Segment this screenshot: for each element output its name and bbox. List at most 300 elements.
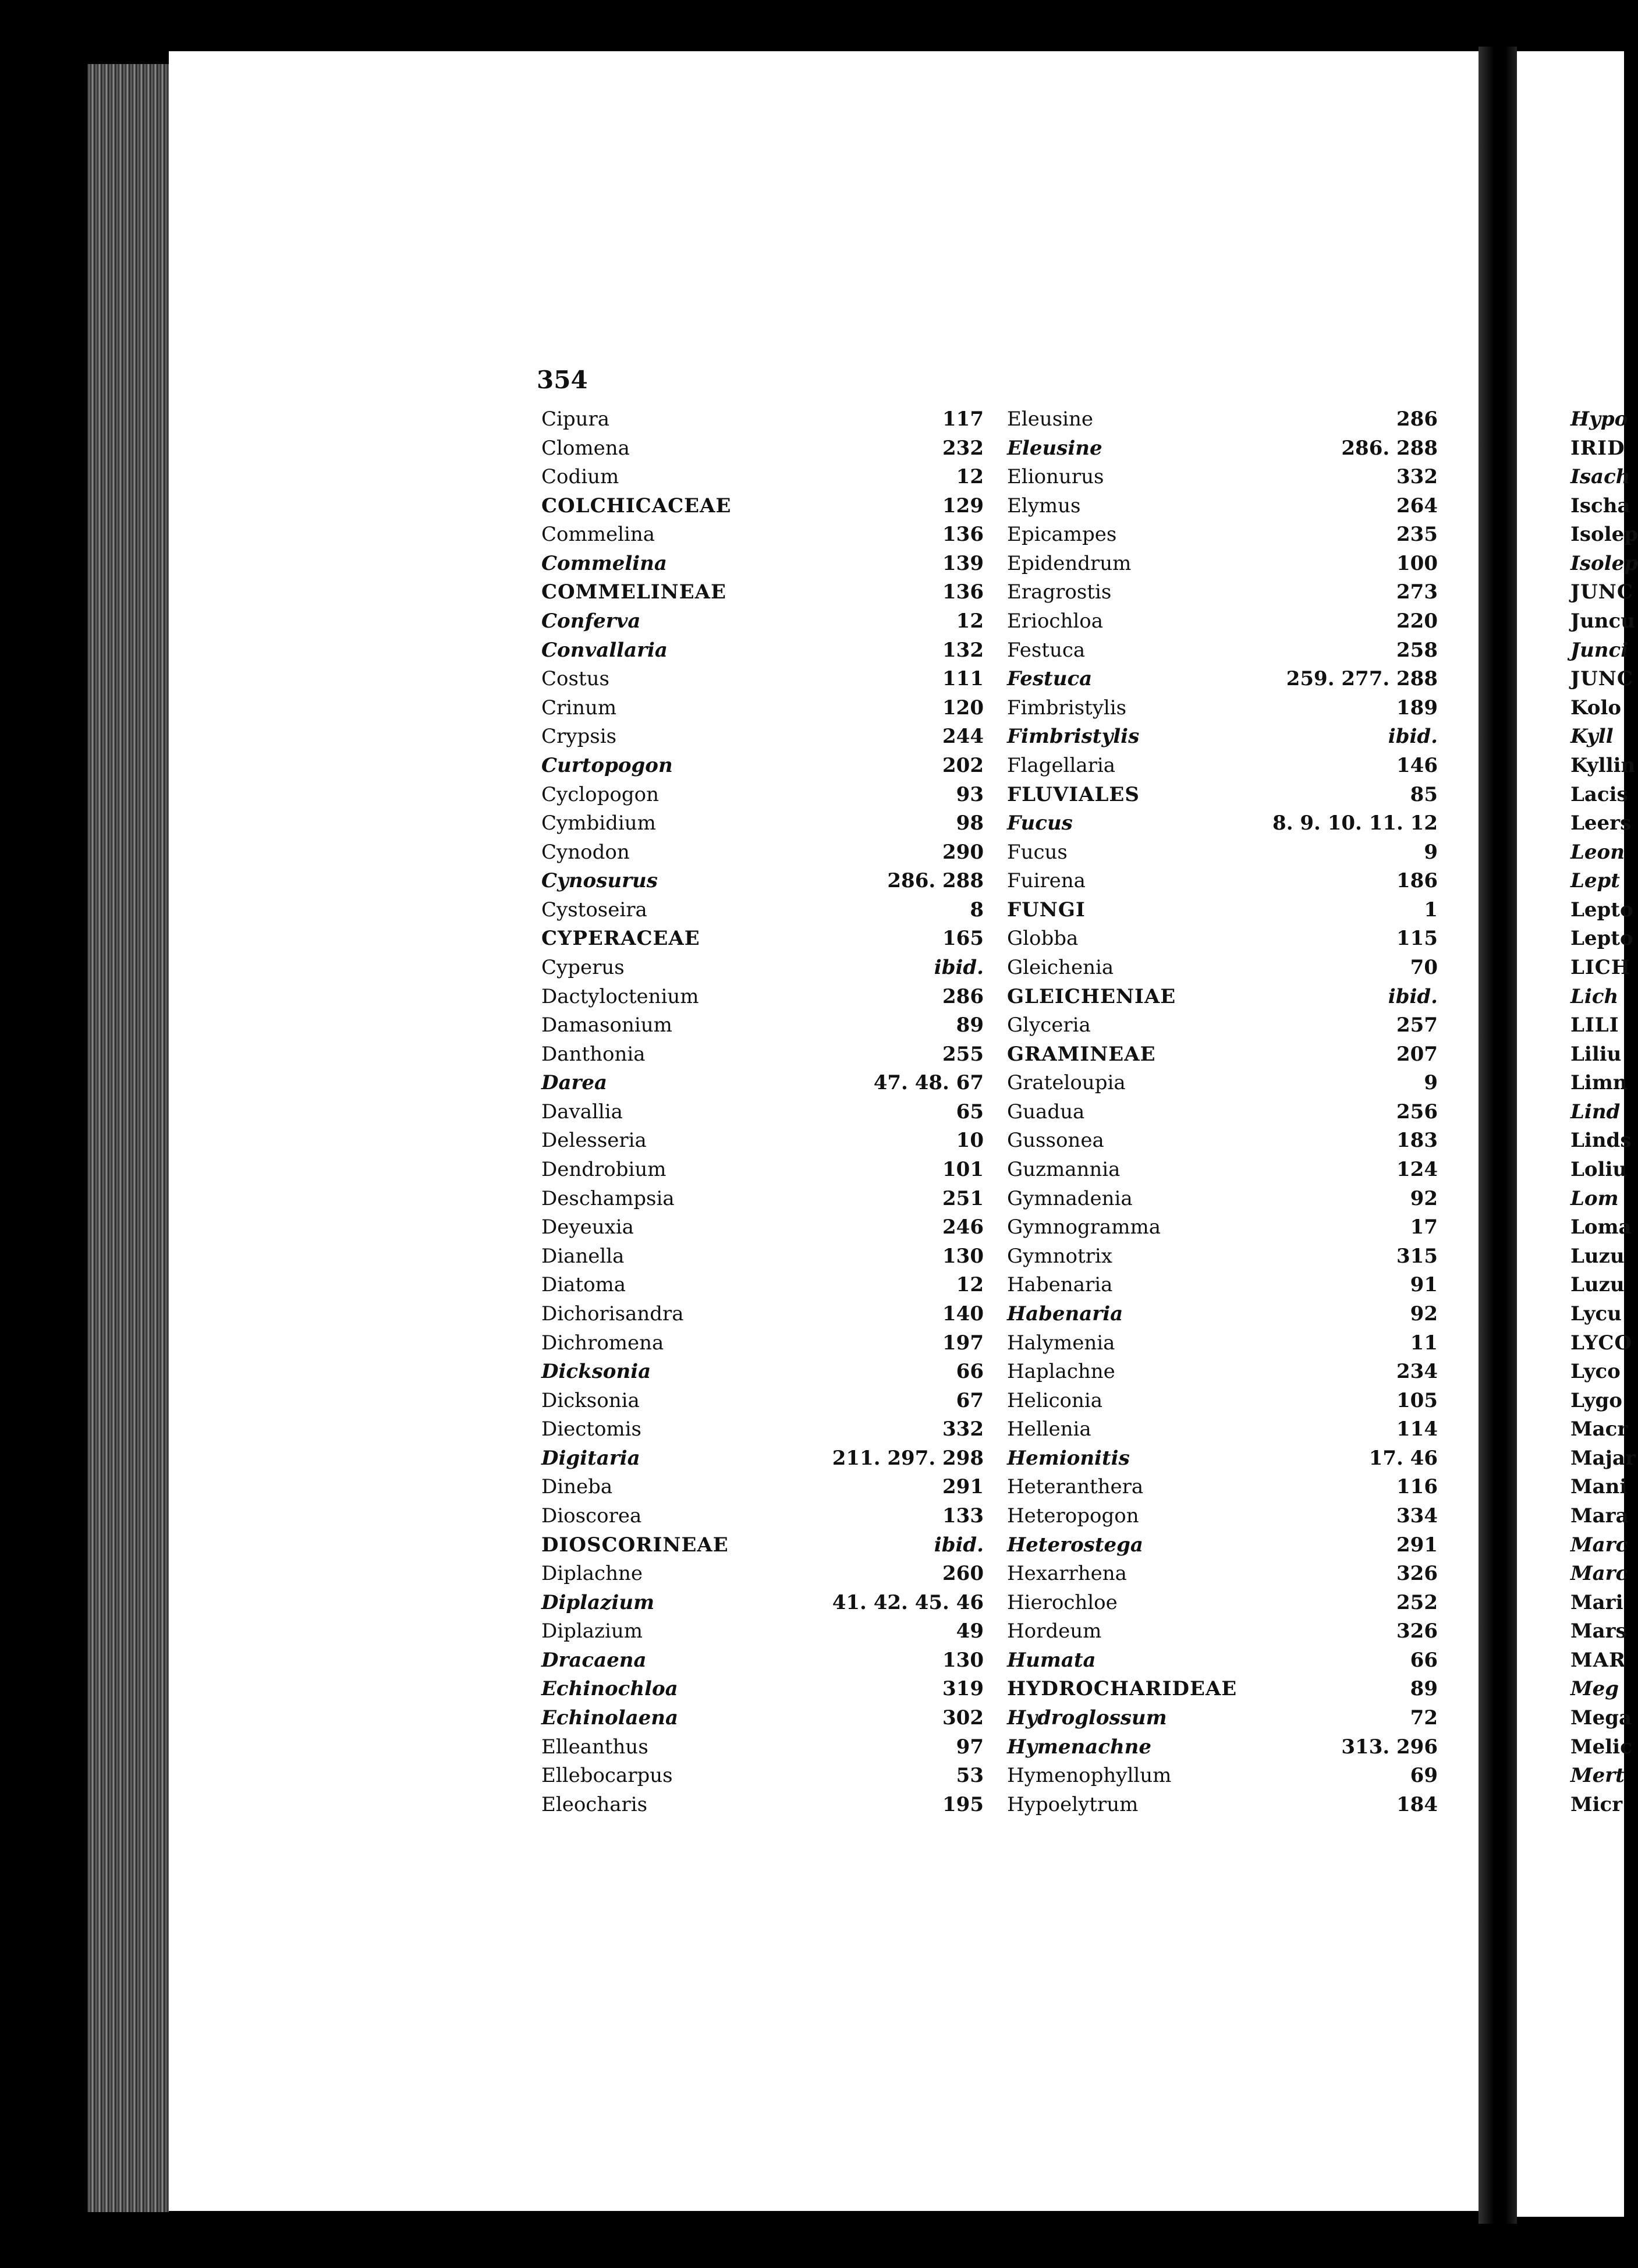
index-term: FUNGI — [1007, 898, 1086, 922]
index-term: Eragrostis — [1007, 580, 1112, 604]
index-entry — [1570, 955, 1630, 979]
index-term: Cyclopogon — [541, 782, 659, 806]
index-entry — [1570, 407, 1628, 431]
index-entry — [541, 696, 984, 720]
index-term: Hierochloe — [1007, 1590, 1118, 1614]
index-term: Meg — [1570, 1677, 1619, 1701]
index-term: Fimbristylis — [1007, 725, 1140, 749]
page-reference: 332 — [942, 1418, 984, 1441]
index-term: Crypsis — [541, 725, 617, 749]
index-entry — [1007, 1129, 1438, 1152]
index-term: Grateloupia — [1007, 1071, 1126, 1095]
index-term: Globba — [1007, 927, 1079, 951]
index-term: Haplachne — [1007, 1360, 1115, 1384]
page-reference: 252 — [1396, 1590, 1438, 1614]
index-entry — [541, 1245, 984, 1268]
index-entry — [1570, 1504, 1629, 1528]
index-term: Kyllin — [1570, 753, 1636, 777]
page-reference: 41. 42. 45. 46 — [832, 1590, 984, 1614]
index-term: Mani — [1570, 1475, 1628, 1499]
index-column-3-clipped — [1570, 407, 1638, 1816]
index-term: Humata — [1007, 1648, 1096, 1672]
index-term: Curtopogon — [541, 753, 673, 777]
index-entry — [1570, 1533, 1628, 1557]
index-term: Lacis — [1570, 782, 1628, 806]
page-reference: 105 — [1396, 1388, 1438, 1412]
index-entry — [541, 725, 984, 748]
index-entry — [541, 1100, 984, 1124]
index-entry — [1007, 1562, 1438, 1585]
index-entry — [541, 1562, 984, 1585]
index-entry — [1570, 811, 1632, 835]
page-number: 354 — [537, 366, 588, 394]
index-entry — [1007, 437, 1438, 460]
page-reference: 12 — [956, 1273, 984, 1297]
page-reference: 92 — [1410, 1186, 1438, 1210]
index-term: Lepto — [1570, 898, 1633, 922]
page-reference: 92 — [1410, 1302, 1438, 1326]
index-term: Halymenia — [1007, 1331, 1115, 1355]
page-reference: 12 — [956, 609, 984, 633]
index-term: Linds — [1570, 1129, 1632, 1153]
index-entry — [1007, 1706, 1438, 1730]
page-reference: 69 — [1410, 1764, 1438, 1788]
index-entry — [541, 841, 984, 864]
index-entry — [1007, 869, 1438, 892]
index-entry — [1007, 783, 1438, 806]
index-entry — [1570, 1071, 1628, 1095]
page-reference: 244 — [942, 725, 984, 749]
index-term: JUNC — [1570, 667, 1633, 691]
page-reference: 257 — [1396, 1013, 1438, 1037]
page-reference: 100 — [1396, 551, 1438, 575]
index-entry — [1570, 1620, 1627, 1643]
index-term: Hexarrhena — [1007, 1562, 1127, 1586]
index-term: Heteropogon — [1007, 1504, 1139, 1528]
page-reference: 286 — [942, 984, 984, 1008]
index-entry — [1007, 523, 1438, 546]
index-term: Festuca — [1007, 638, 1086, 662]
index-entry — [1007, 1418, 1438, 1441]
index-term: Dianella — [541, 1244, 625, 1268]
index-term: Echinochloa — [541, 1677, 678, 1701]
index-entry — [1570, 1273, 1624, 1296]
index-term: Leers — [1570, 811, 1632, 835]
index-entry — [1570, 551, 1638, 575]
index-entry — [541, 1735, 984, 1759]
index-term: Diplazium — [541, 1620, 643, 1643]
index-term: Eleusine — [1007, 407, 1094, 431]
page-reference: 326 — [1396, 1562, 1438, 1586]
index-term: Delesseria — [541, 1129, 647, 1153]
page-reference: 195 — [942, 1792, 984, 1816]
index-entry — [541, 985, 984, 1008]
page-reference: 101 — [942, 1158, 984, 1182]
index-term: Gymnogramma — [1007, 1215, 1161, 1239]
index-term: JUNC — [1570, 580, 1633, 604]
index-entry — [1570, 869, 1624, 892]
index-term: Cynosurus — [541, 869, 658, 893]
index-entry — [541, 754, 984, 777]
index-term: Dicksonia — [541, 1388, 640, 1412]
index-term: Lygo — [1570, 1388, 1622, 1412]
index-entry — [1570, 1043, 1624, 1066]
index-entry — [1570, 1793, 1624, 1816]
page-reference: 49 — [956, 1620, 984, 1643]
index-term: Leon — [1570, 840, 1625, 864]
page-reference: 133 — [942, 1504, 984, 1528]
index-term: Lepto — [1570, 927, 1633, 951]
index-entry — [541, 1793, 984, 1816]
page-reference: 313. 296 — [1341, 1735, 1438, 1759]
index-entry — [541, 1043, 984, 1066]
page-reference: 211. 297. 298 — [832, 1446, 984, 1470]
index-term: Lom — [1570, 1186, 1619, 1210]
index-entry — [1007, 609, 1438, 633]
index-term: Lept — [1570, 869, 1621, 893]
index-term: Heteranthera — [1007, 1475, 1144, 1499]
index-entry — [1007, 1649, 1438, 1672]
index-entry — [1007, 1158, 1438, 1181]
page-reference: 264 — [1396, 494, 1438, 518]
page-reference: 98 — [956, 811, 984, 835]
page-reference: 286. 288 — [887, 869, 984, 893]
page-reference: 258 — [1396, 638, 1438, 662]
index-term: CYPERACEAE — [541, 927, 700, 951]
index-term: Digitaria — [541, 1446, 640, 1470]
index-term: Gymnotrix — [1007, 1244, 1112, 1268]
index-entry — [541, 1071, 984, 1094]
page-reference: 130 — [942, 1244, 984, 1268]
index-entry — [1007, 1273, 1438, 1296]
index-term: Davallia — [541, 1100, 623, 1124]
index-term: Habenaria — [1007, 1273, 1113, 1297]
page-reference: 273 — [1396, 580, 1438, 604]
index-entry — [541, 552, 984, 575]
index-term: LICH — [1570, 955, 1630, 979]
page-reference: 115 — [1396, 927, 1438, 951]
index-term: Isolep — [1570, 551, 1638, 575]
index-entry — [1007, 1475, 1438, 1498]
index-entry — [1570, 437, 1624, 460]
page-reference: 202 — [942, 753, 984, 777]
index-entry — [1007, 898, 1438, 922]
index-entry — [1570, 753, 1636, 777]
page-reference: 66 — [956, 1360, 984, 1384]
index-term: COLCHICACEAE — [541, 494, 732, 518]
index-entry — [1007, 639, 1438, 662]
index-term: Hellenia — [1007, 1418, 1091, 1441]
index-entry — [541, 1187, 984, 1210]
page-reference: 291 — [1396, 1533, 1438, 1557]
index-entry — [1007, 1100, 1438, 1124]
index-term: Clomena — [541, 436, 630, 460]
index-term: Lycu — [1570, 1302, 1622, 1326]
index-entry — [1007, 1043, 1438, 1066]
index-entry — [541, 494, 984, 518]
index-entry — [541, 1331, 984, 1355]
index-entry — [541, 465, 984, 488]
index-term: Hymenophyllum — [1007, 1764, 1172, 1788]
index-entry — [541, 1129, 984, 1152]
page-reference: 291 — [942, 1475, 984, 1499]
index-term: Damasonium — [541, 1013, 672, 1037]
page-reference: 259. 277. 288 — [1286, 667, 1438, 691]
index-entry — [1570, 1591, 1624, 1614]
index-entry — [541, 639, 984, 662]
index-term: Loliu — [1570, 1158, 1628, 1182]
page-reference: 89 — [956, 1013, 984, 1037]
index-term: Junci — [1570, 638, 1629, 662]
page-reference: 235 — [1396, 523, 1438, 547]
page-reference: ibid. — [1388, 725, 1438, 749]
page-reference: 53 — [956, 1764, 984, 1788]
index-entry — [1570, 1158, 1628, 1182]
page-reference: 146 — [1396, 753, 1438, 777]
page-reference: 286. 288 — [1341, 436, 1438, 460]
index-term: HYDROCHARIDEAE — [1007, 1677, 1238, 1701]
index-entry — [541, 1302, 984, 1326]
index-term: Dichorisandra — [541, 1302, 684, 1326]
page-reference: 332 — [1396, 465, 1438, 489]
page-reference: 70 — [1410, 955, 1438, 979]
page-reference: 234 — [1396, 1360, 1438, 1384]
index-term: GLEICHENIAE — [1007, 984, 1176, 1008]
index-entry — [1570, 696, 1624, 720]
index-term: Marc — [1570, 1562, 1628, 1586]
page-reference: 91 — [1410, 1273, 1438, 1297]
index-entry — [541, 1504, 984, 1528]
index-entry — [1570, 782, 1628, 806]
page-reference: 197 — [942, 1331, 984, 1355]
index-term: Crinum — [541, 696, 617, 720]
index-entry — [541, 609, 984, 633]
page-reference: 66 — [1410, 1648, 1438, 1672]
index-term: Fucus — [1007, 840, 1068, 864]
index-term: Fimbristylis — [1007, 696, 1127, 720]
page-reference: 207 — [1396, 1042, 1438, 1066]
index-entry — [541, 667, 984, 690]
page-reference: 85 — [1410, 782, 1438, 806]
index-term: MAR — [1570, 1648, 1626, 1672]
page-reference: 129 — [942, 494, 984, 518]
page-reference: 140 — [942, 1302, 984, 1326]
index-term: Isolep — [1570, 523, 1638, 547]
index-entry — [1007, 407, 1438, 431]
index-term: Heterostega — [1007, 1533, 1143, 1557]
index-entry — [1570, 1302, 1624, 1326]
index-entry — [1007, 1677, 1438, 1700]
index-term: Elleanthus — [541, 1735, 648, 1759]
page-reference: 47. 48. 67 — [873, 1071, 984, 1095]
index-term: Conferva — [541, 609, 641, 633]
index-entry — [1007, 1389, 1438, 1412]
page-reference: 255 — [942, 1042, 984, 1066]
index-entry — [1570, 1764, 1624, 1787]
index-term: LYCO — [1570, 1331, 1633, 1355]
index-term: Dioscorea — [541, 1504, 642, 1528]
index-entry — [1570, 1360, 1624, 1383]
page-reference: 67 — [956, 1388, 984, 1412]
index-term: Guzmannia — [1007, 1158, 1121, 1182]
index-term: Lind — [1570, 1100, 1621, 1124]
index-entry — [541, 407, 984, 431]
index-entry — [1007, 1735, 1438, 1759]
index-term: Fuirena — [1007, 869, 1086, 893]
index-entry — [1570, 841, 1624, 864]
index-term: Cipura — [541, 407, 610, 431]
index-entry — [1007, 985, 1438, 1008]
page-gutter — [1479, 47, 1517, 2224]
index-entry — [1007, 1013, 1438, 1037]
index-entry — [541, 1706, 984, 1730]
index-term: Eriochloa — [1007, 609, 1103, 633]
page-reference: 246 — [942, 1215, 984, 1239]
index-entry — [1007, 754, 1438, 777]
page-reference: 256 — [1396, 1100, 1438, 1124]
index-term: Heliconia — [1007, 1388, 1103, 1412]
index-entry — [1007, 580, 1438, 604]
page-reference: 130 — [942, 1648, 984, 1672]
index-term: Gleichenia — [1007, 955, 1114, 979]
index-entry — [1570, 1100, 1624, 1124]
index-term: Cystoseira — [541, 898, 647, 922]
index-term: FLUVIALES — [1007, 782, 1140, 806]
index-term: Mara — [1570, 1504, 1629, 1528]
index-entry — [1007, 494, 1438, 518]
index-term: Dracaena — [541, 1648, 647, 1672]
page-reference: 9 — [1424, 1071, 1438, 1095]
index-entry — [1007, 696, 1438, 720]
index-term: Commelina — [541, 551, 667, 575]
index-term: GRAMINEAE — [1007, 1042, 1156, 1066]
page-reference: 136 — [942, 580, 984, 604]
index-term: Glyceria — [1007, 1013, 1091, 1037]
index-entry — [541, 437, 984, 460]
index-term: Lich — [1570, 984, 1619, 1008]
index-entry — [1007, 956, 1438, 979]
index-term: COMMELINEAE — [541, 580, 726, 604]
index-term: Hordeum — [1007, 1620, 1102, 1643]
page-reference: 11 — [1410, 1331, 1438, 1355]
page-reference: 136 — [942, 523, 984, 547]
index-term: Cynodon — [541, 840, 630, 864]
index-term: Deyeuxia — [541, 1215, 634, 1239]
index-term: Guadua — [1007, 1100, 1085, 1124]
index-term: Mert — [1570, 1764, 1625, 1788]
index-entry — [541, 1389, 984, 1412]
index-term: Dicksonia — [541, 1360, 651, 1384]
index-term: Luzu — [1570, 1244, 1625, 1268]
index-entry — [1007, 927, 1438, 950]
index-entry — [1007, 1187, 1438, 1210]
page-reference: 189 — [1396, 696, 1438, 720]
page-reference: 124 — [1396, 1158, 1438, 1182]
index-term: Dendrobium — [541, 1158, 666, 1182]
index-term: Liliu — [1570, 1042, 1622, 1066]
page-reference: 111 — [942, 667, 984, 691]
index-term: Diatoma — [541, 1273, 626, 1297]
index-term: Elymus — [1007, 494, 1081, 518]
page-reference: 10 — [956, 1129, 984, 1153]
index-term: Hymenachne — [1007, 1735, 1152, 1759]
page-reference: 315 — [1396, 1244, 1438, 1268]
index-term: Isach — [1570, 465, 1630, 489]
index-entry — [1570, 523, 1638, 547]
index-term: Cyperus — [541, 955, 625, 979]
index-entry — [541, 1591, 984, 1614]
index-entry — [1570, 1649, 1624, 1672]
index-term: Echinolaena — [541, 1706, 678, 1730]
index-entry — [541, 1273, 984, 1296]
index-term: Darea — [541, 1071, 608, 1095]
index-term: Macr — [1570, 1418, 1628, 1441]
index-entry — [1570, 580, 1633, 604]
index-term: IRID — [1570, 436, 1625, 460]
page-reference: 120 — [942, 696, 984, 720]
index-entry — [1007, 1764, 1438, 1787]
index-term: Hydroglossum — [1007, 1706, 1167, 1730]
index-column-1 — [541, 407, 984, 1816]
index-entry — [1007, 667, 1438, 690]
index-entry — [1570, 1706, 1632, 1730]
index-entry — [1007, 552, 1438, 575]
index-entry — [1570, 494, 1630, 518]
index-term: Costus — [541, 667, 609, 691]
page-reference: 17 — [1410, 1215, 1438, 1239]
page-reference: ibid. — [934, 1533, 984, 1557]
page-reference: 326 — [1396, 1620, 1438, 1643]
index-entry — [1570, 1215, 1632, 1239]
index-column-2 — [1007, 407, 1438, 1816]
index-entry — [541, 1764, 984, 1787]
index-term: Fucus — [1007, 811, 1073, 835]
index-entry — [1570, 725, 1624, 748]
page-reference: 72 — [1410, 1706, 1438, 1730]
index-entry — [541, 1013, 984, 1037]
index-entry — [541, 1475, 984, 1498]
page-reference: 286 — [1396, 407, 1438, 431]
index-entry — [1570, 898, 1633, 922]
page-reference: 302 — [942, 1706, 984, 1730]
page-reference: 9 — [1424, 840, 1438, 864]
page-reference: 290 — [942, 840, 984, 864]
page-reference: 184 — [1396, 1792, 1438, 1816]
index-term: Hemionitis — [1007, 1446, 1130, 1470]
page-reference: 260 — [942, 1562, 984, 1586]
index-entry — [1570, 1446, 1636, 1470]
index-term: Hypoelytrum — [1007, 1792, 1139, 1816]
index-entry — [1007, 841, 1438, 864]
index-entry — [541, 1620, 984, 1643]
index-entry — [1007, 1071, 1438, 1094]
index-term: Elionurus — [1007, 465, 1104, 489]
index-term: Dineba — [541, 1475, 613, 1499]
index-term: Cymbidium — [541, 811, 656, 835]
index-entry — [1570, 1187, 1624, 1210]
page-reference: 8 — [970, 898, 984, 922]
index-term: Flagellaria — [1007, 753, 1116, 777]
page-reference: 65 — [956, 1100, 984, 1124]
index-term: Gussonea — [1007, 1129, 1104, 1153]
index-term: Epidendrum — [1007, 551, 1132, 575]
index-entry — [1570, 1475, 1628, 1499]
index-entry — [541, 927, 984, 950]
index-entry — [541, 1215, 984, 1239]
index-entry — [1570, 1129, 1632, 1153]
page-reference: 1 — [1424, 898, 1438, 922]
index-entry — [1007, 1447, 1438, 1470]
